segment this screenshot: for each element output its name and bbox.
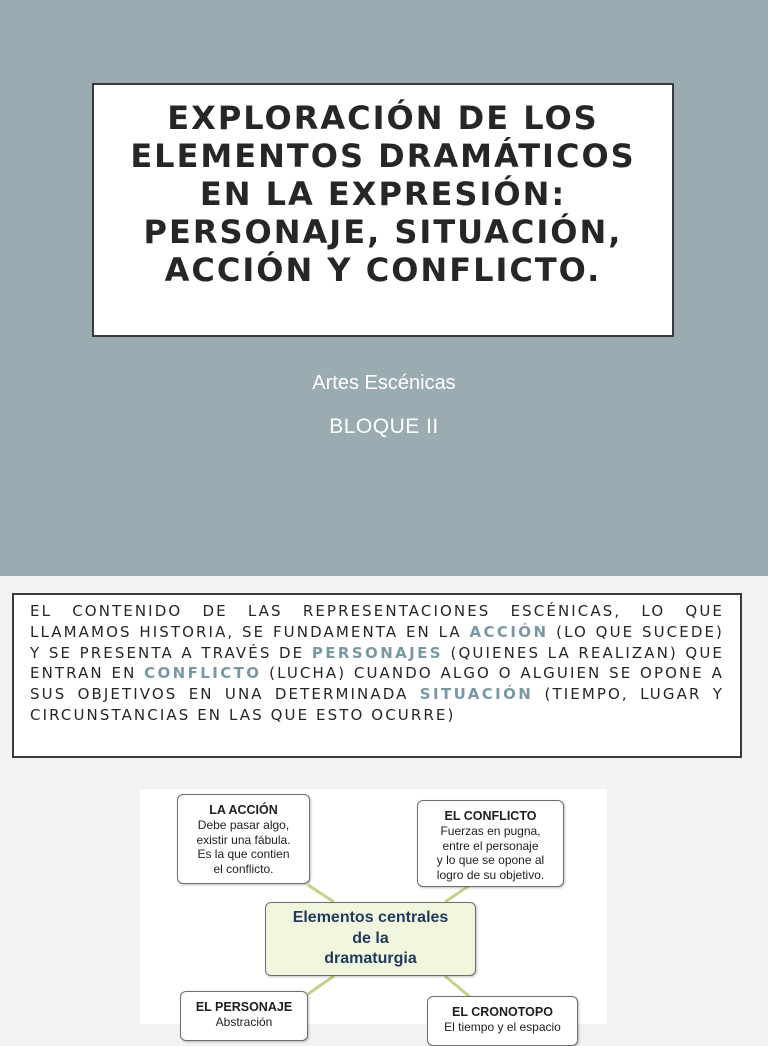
content-slide (0, 576, 768, 1034)
keyword-personajes: PERSONAJES (311, 643, 443, 662)
bloque-label: BLOQUE II (329, 415, 439, 438)
paragraph-box (12, 593, 742, 758)
node-accion (177, 794, 310, 884)
node-line: Debe pasar algo, (197, 818, 290, 832)
node-personaje (180, 991, 308, 1041)
paragraph-text: EL CONTENIDO DE LAS REPRESENTACIONES ESCÉNICAS, LO QUE LLAMAMOS HISTORIA, SE FUNDAMENTA EN LA (30, 602, 724, 641)
center-line: Elementos centrales (292, 909, 449, 926)
node-line: el conflicto. (213, 861, 274, 876)
node-cronotopo (427, 996, 578, 1046)
title-box (92, 83, 674, 337)
title-line: ACCIÓN Y CONFLICTO. (164, 251, 602, 289)
title-line: EXPLORACIÓN DE LOS (167, 99, 599, 137)
title-line: PERSONAJE, SITUACIÓN, (143, 213, 623, 251)
node-line: Fuerzas en pugna, (440, 824, 541, 838)
node-line: Es la que contien (197, 847, 290, 861)
slide-title (103, 99, 663, 289)
connector-conflicto (445, 885, 470, 902)
node-line: entre el personaje (442, 838, 539, 853)
connector-cronotopo (445, 976, 470, 997)
node-center (265, 902, 476, 976)
node-line: El tiempo y el espacio (444, 1020, 561, 1034)
node-title: EL CRONOTOPO (452, 1005, 553, 1019)
paragraph-text: (QUIENES LA REALIZAN) QUE ENTRAN EN (30, 643, 724, 683)
keyword-situacion: SITUACIÓN (419, 685, 534, 704)
node-line: logro de su objetivo. (436, 867, 545, 882)
paragraph-text: (LO QUE SUCEDE) Y SE PRESENTA A TRAVÉS DE (30, 622, 724, 662)
node-title: EL CONFLICTO (444, 809, 537, 823)
title-line: EN LA EXPRESIÓN: (199, 175, 567, 213)
concept-diagram (140, 789, 607, 1034)
paragraph-text: (TIEMPO, LUGAR Y CIRCUNSTANCIAS EN LAS QUE ESTO OCURRE) (30, 685, 725, 724)
node-line: existir una fábula. (196, 832, 291, 847)
node-title: EL PERSONAJE (195, 1000, 293, 1014)
keyword-conflicto: CONFLICTO (144, 664, 262, 683)
subtitle: Artes Escénicas (312, 372, 456, 394)
center-line: de la (352, 929, 389, 947)
node-line: Abstración (215, 1015, 273, 1029)
node-conflicto (417, 800, 564, 887)
paragraph (30, 601, 724, 726)
keyword-accion: ACCIÓN (469, 622, 549, 641)
node-line: y lo que se opone al (436, 853, 545, 867)
node-title: LA ACCIÓN (209, 803, 278, 817)
title-line: ELEMENTOS DRAMÁTICOS (130, 137, 636, 175)
paragraph-text: (LUCHA) CUANDO ALGO O ALGUIEN SE OPONE A SUS OBJETIVOS EN UNA DETERMINADA (30, 664, 724, 704)
center-line: dramaturgia (324, 950, 417, 967)
connector-accion (308, 885, 334, 902)
connector-personaje (308, 976, 334, 994)
